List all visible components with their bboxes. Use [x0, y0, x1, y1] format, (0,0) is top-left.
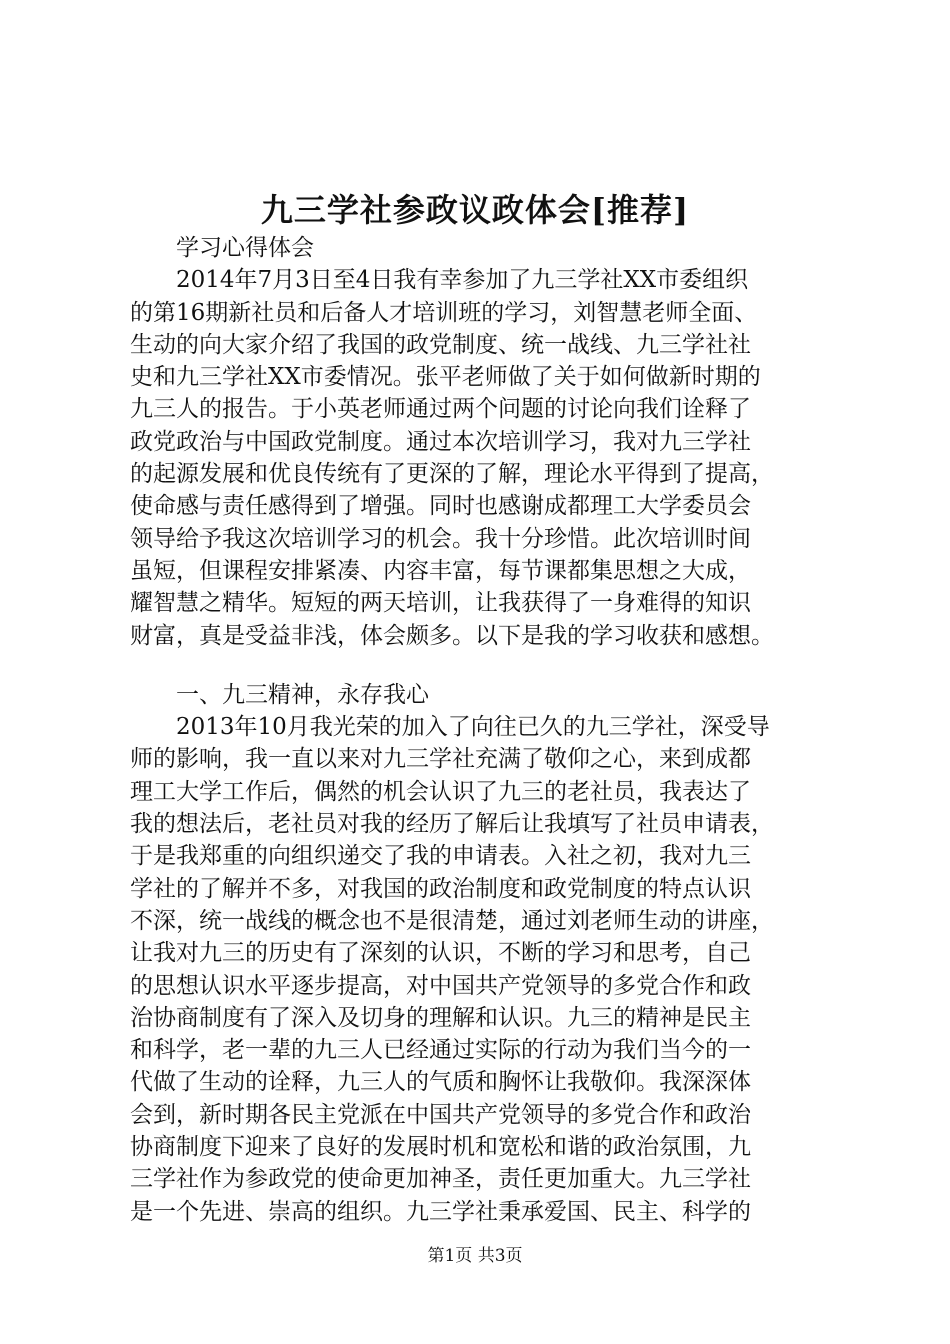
- paragraph-line: 的第16期新社员和后备人才培训班的学习，刘智慧老师全面、: [130, 299, 758, 326]
- paragraph-line: 协商制度下迎来了良好的发展时机和宽松和谐的政治氛围，九: [130, 1134, 751, 1161]
- section-heading: 一、九三精神，永存我心: [176, 681, 429, 708]
- paragraph-line: 2013年10月我光荣的加入了向往已久的九三学社，深受导: [176, 714, 770, 741]
- paragraph-line: 2014年7月3日至4日我有幸参加了九三学社XX市委组织: [176, 267, 749, 294]
- paragraph-line: 不深，统一战线的概念也不是很清楚，通过刘老师生动的讲座，: [130, 907, 774, 934]
- subtitle: 学习心得体会: [176, 235, 314, 261]
- paragraph-line: 和科学，老一辈的九三人已经通过实际的行动为我们当今的一: [130, 1037, 751, 1064]
- paragraph-line: 财富，真是受益非浅，体会颇多。以下是我的学习收获和感想。: [130, 622, 774, 649]
- page-footer: 第1页 共3页: [427, 1246, 523, 1266]
- paragraph-line: 的思想认识水平逐步提高，对中国共产党领导的多党合作和政: [130, 972, 751, 999]
- paragraph-line: 让我对九三的历史有了深刻的认识，不断的学习和思考，自己: [130, 940, 751, 967]
- paragraph-1: [130, 264, 830, 652]
- paragraph-line: 我的想法后，老社员对我的经历了解后让我填写了社员申请表，: [130, 811, 774, 838]
- paragraph-line: 政党政治与中国政党制度。通过本次培训学习，我对九三学社: [130, 428, 751, 455]
- paragraph-line: 师的影响，我一直以来对九三学社充满了敬仰之心，来到成都: [130, 746, 751, 773]
- paragraph-line: 领导给予我这次培训学习的机会。我十分珍惜。此次培训时间: [130, 525, 751, 552]
- paragraph-line: 理工大学工作后，偶然的机会认识了九三的老社员，我表达了: [130, 778, 751, 805]
- paragraph-line: 治协商制度有了深入及切身的理解和认识。九三的精神是民主: [130, 1004, 751, 1031]
- paragraph-line: 生动的向大家介绍了我国的政党制度、统一战线、九三学社社: [130, 331, 751, 358]
- paragraph-2: [130, 711, 830, 1228]
- paragraph-spacer: [130, 652, 830, 679]
- paragraph-line: 使命感与责任感得到了增强。同时也感谢成都理工大学委员会: [130, 493, 751, 520]
- document-title: 九三学社参政议政体会[推荐]: [260, 191, 690, 229]
- paragraph-line: 史和九三学社XX市委情况。张平老师做了关于如何做新时期的: [130, 364, 761, 391]
- paragraph-line: 耀智慧之精华。短短的两天培训，让我获得了一身难得的知识: [130, 590, 751, 617]
- paragraph-line: 会到，新时期各民主党派在中国共产党领导的多党合作和政治: [130, 1101, 751, 1128]
- paragraph-line: 九三人的报告。于小英老师通过两个问题的讨论向我们诠释了: [130, 396, 751, 423]
- paragraph-line: 是一个先进、崇高的组织。九三学社秉承爱国、民主、科学的: [130, 1198, 751, 1225]
- paragraph-line: 代做了生动的诠释，九三人的气质和胸怀让我敬仰。我深深体: [130, 1069, 751, 1096]
- paragraph-line: 学社的了解并不多，对我国的政治制度和政党制度的特点认识: [130, 875, 751, 902]
- paragraph-line: 的起源发展和优良传统有了更深的了解，理论水平得到了提高，: [130, 461, 774, 488]
- paragraph-line: 虽短，但课程安排紧凑、内容丰富，每节课都集思想之大成，: [130, 557, 751, 584]
- document-body: [130, 232, 830, 1228]
- paragraph-line: 三学社作为参政党的使命更加神圣，责任更加重大。九三学社: [130, 1166, 751, 1193]
- paragraph-line: 于是我郑重的向组织递交了我的申请表。入社之初，我对九三: [130, 843, 751, 870]
